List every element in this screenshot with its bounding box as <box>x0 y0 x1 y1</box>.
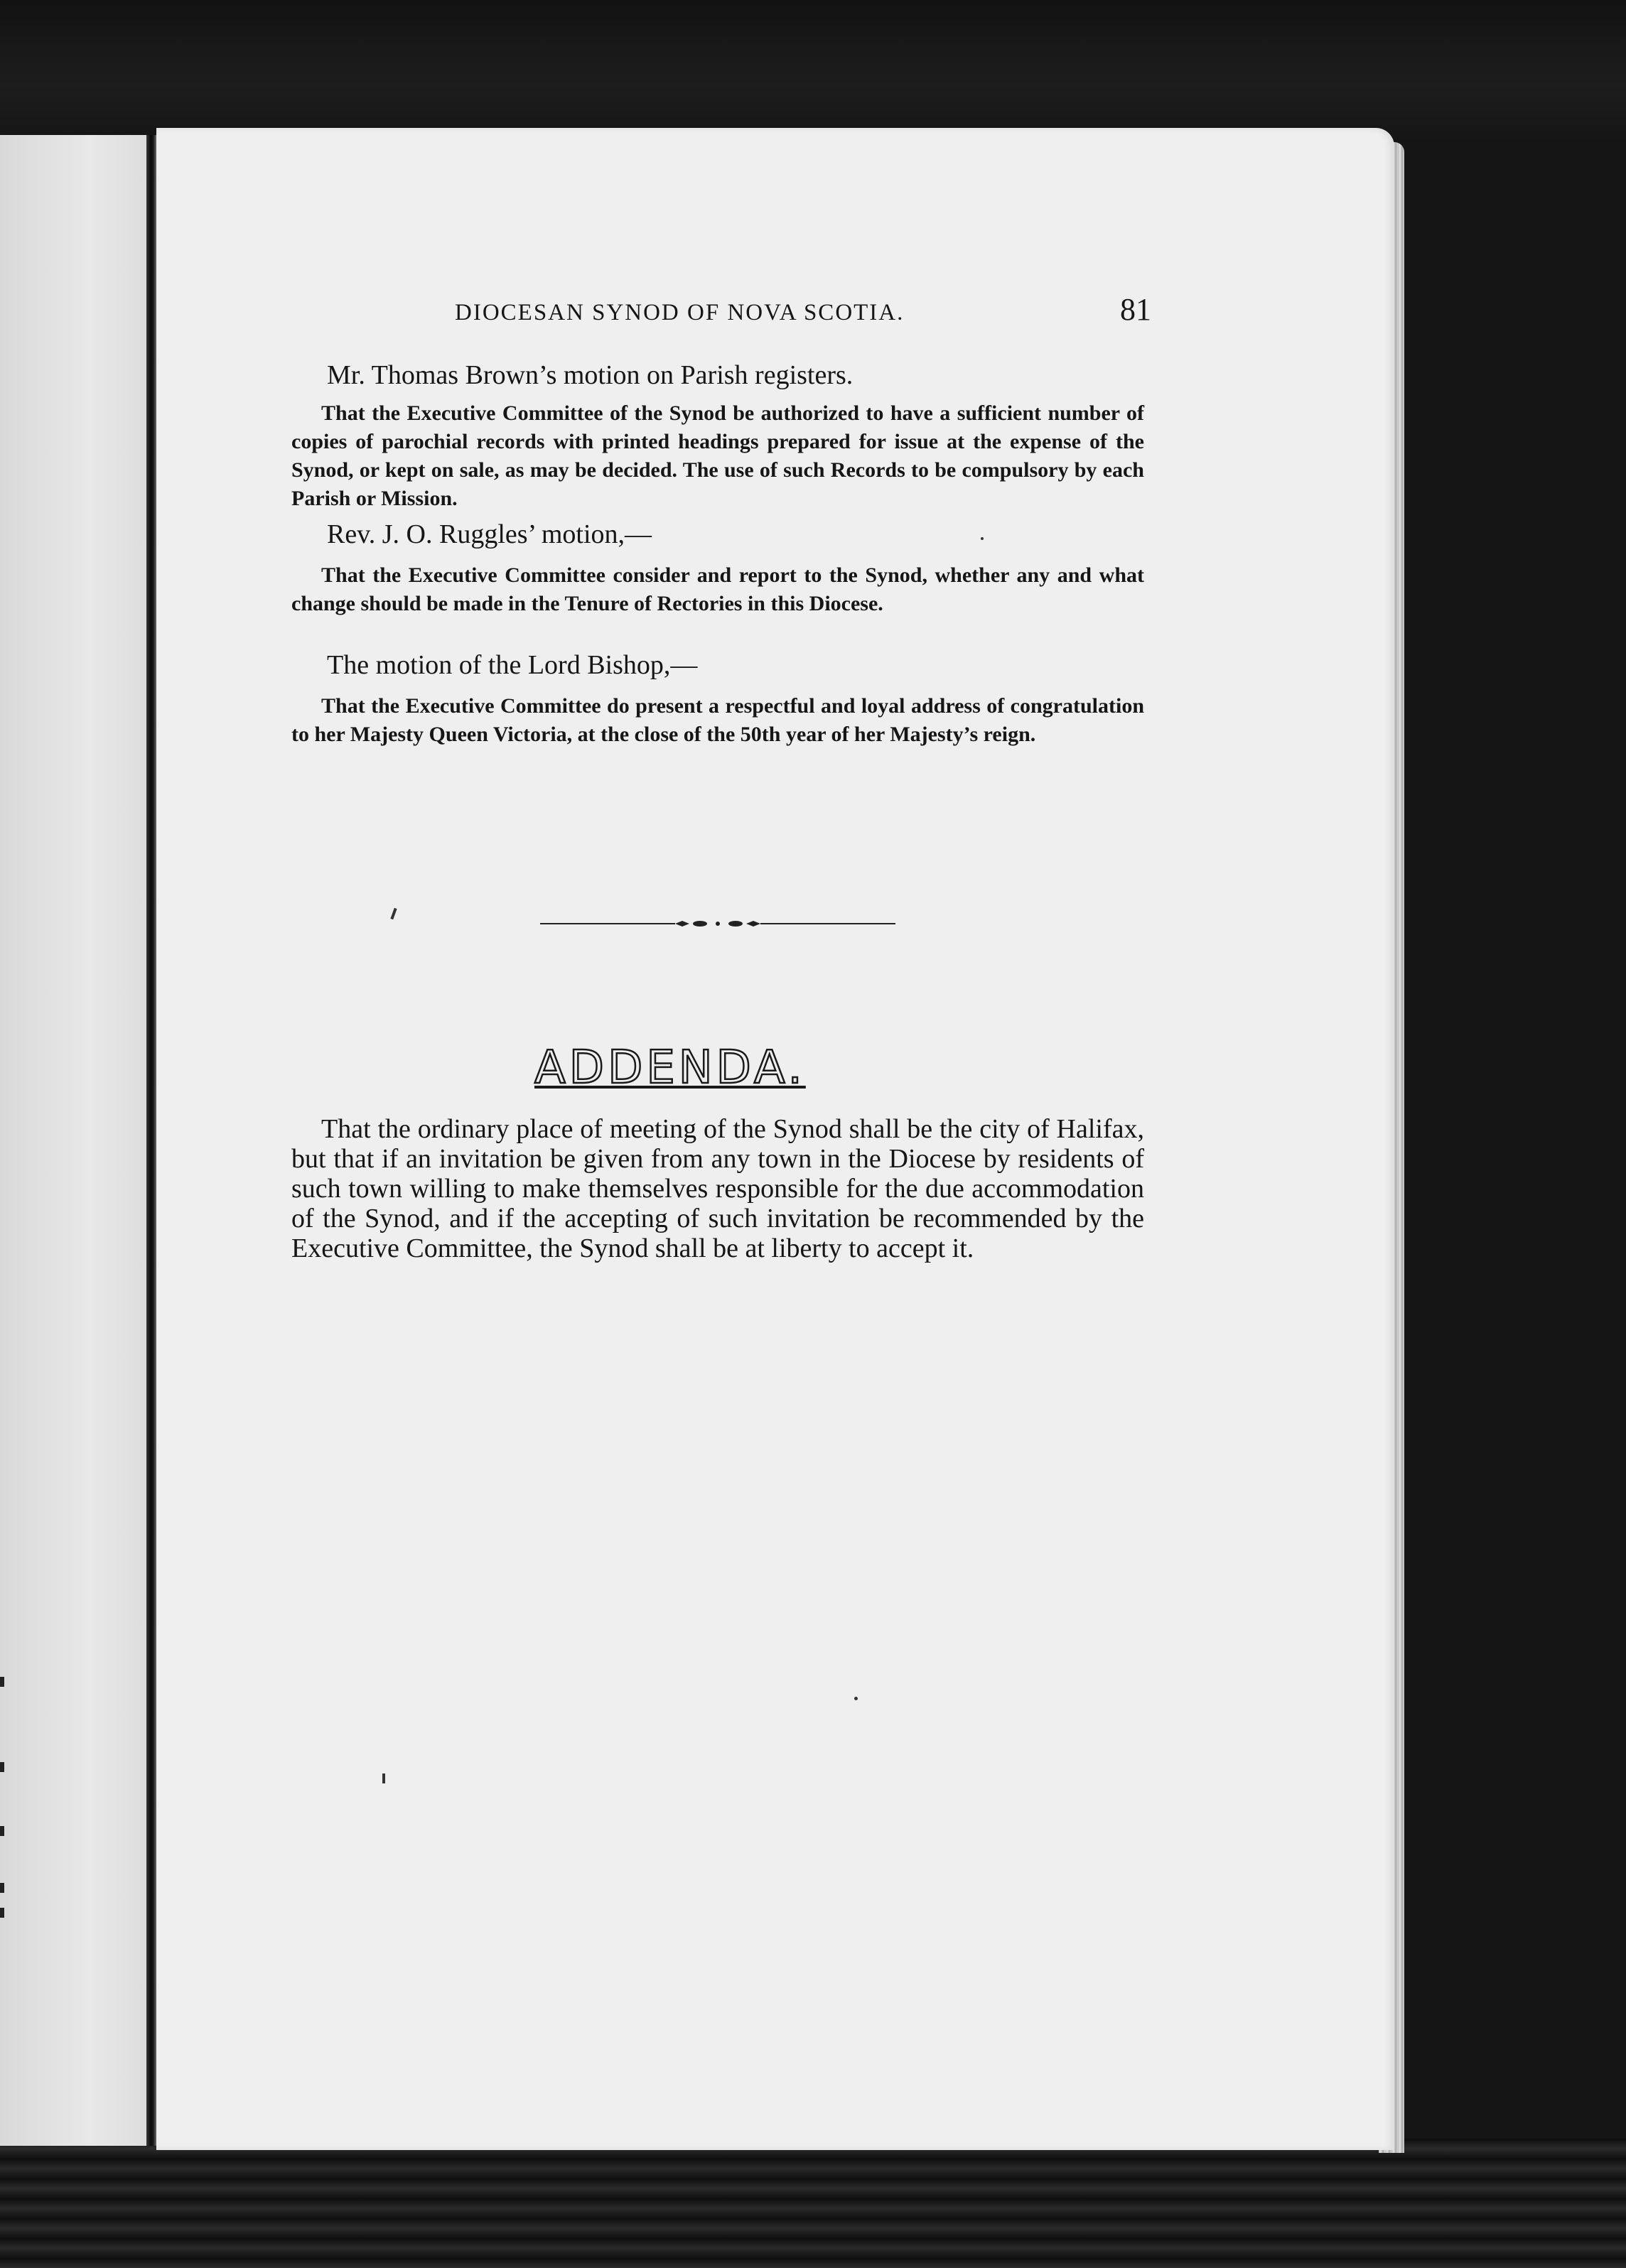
facing-page-edge-marks <box>0 1663 10 1947</box>
motion-text: That the Executive Committee do present a respectful and loyal address of congratulation to her Majesty Queen Victoria, at the close of the 50th year of her Majesty’s reign. <box>291 694 1144 746</box>
motion-text: That the Executive Committee of the Synod be authorized to have a sufficient number of copies of parochial records with printed headings prepared for issue at the expense of the Synod, or kept on sale, as may be decided. The use of such Records to be compulsory by each Parish or Mission. <box>291 401 1144 510</box>
scan-speck <box>981 537 984 540</box>
ornamental-divider <box>540 915 895 932</box>
motion-text: That the Executive Committee consider and report to the Synod, whether any and what change should be made in the Tenure of Rectories in this Diocese. <box>291 563 1144 615</box>
motion-title: Rev. J. O. Ruggles’ motion,— <box>327 519 652 549</box>
running-head: DIOCESAN SYNOD OF NOVA SCOTIA. <box>455 300 905 325</box>
page-number: 81 <box>1120 292 1151 327</box>
facing-page <box>0 135 151 2146</box>
addenda-heading: ADDENDA. <box>534 1042 806 1094</box>
binding-gutter <box>146 135 156 2146</box>
addenda-paragraph: That the ordinary place of meeting of the Synod shall be the city of Halifax, but that if an invitation be given from any town in the Diocese by residents of such town willing to make themselves responsible for the due accommodation of the Synod, and if the accepting of such invitation be recommended by the Executive Committee, the Synod shall be at liberty to accept it. <box>291 1114 1144 1263</box>
scan-speck <box>854 1697 858 1700</box>
motion-title: The motion of the Lord Bishop,— <box>327 650 698 680</box>
scanner-bottom-strip <box>0 2139 1626 2268</box>
page-header <box>455 291 1151 334</box>
scan-speck <box>382 1773 385 1783</box>
motion-title: Mr. Thomas Brown’s motion on Parish registers. <box>327 360 854 390</box>
